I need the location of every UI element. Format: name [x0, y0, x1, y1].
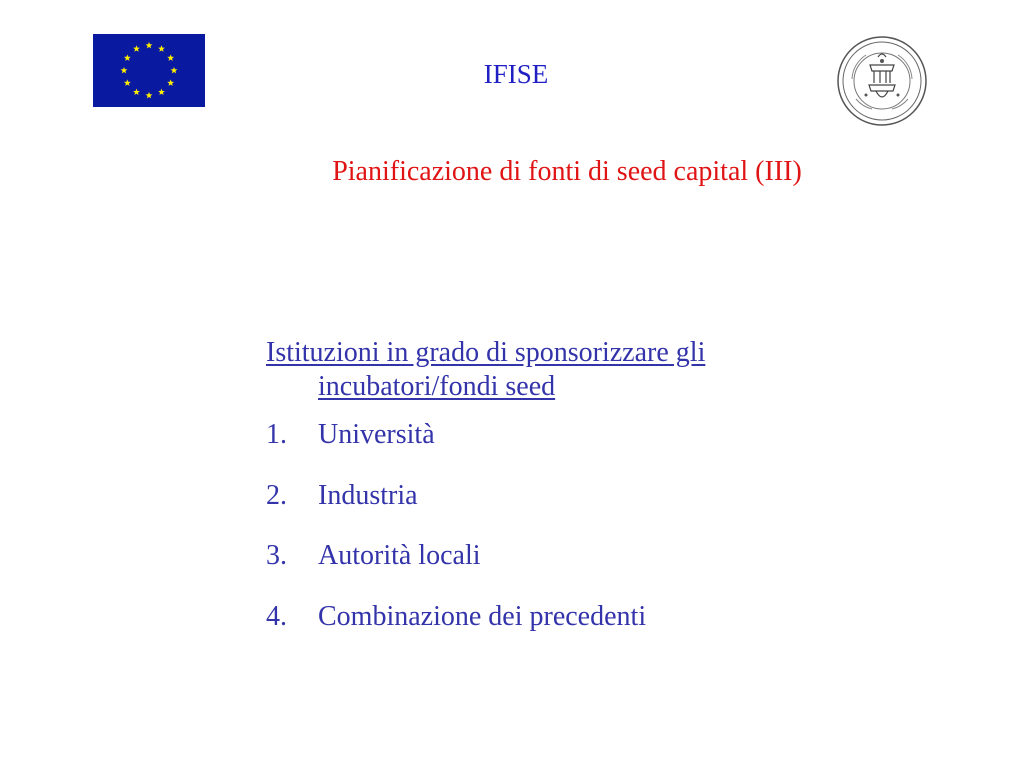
list-item-label: Università — [318, 419, 435, 451]
list-item-number: 1. — [266, 419, 287, 451]
list-item — [266, 539, 826, 573]
list-item — [266, 600, 826, 634]
list-item-label: Autorità locali — [318, 540, 481, 572]
list-item-label: Industria — [318, 479, 418, 511]
list-item — [266, 418, 826, 452]
institution-list — [266, 418, 826, 633]
slide-title: Pianificazione di fonti di seed capital (III) — [332, 156, 802, 187]
list-item — [266, 479, 826, 513]
slide-content — [266, 336, 826, 661]
slide-subheading: Istituzioni in grado di sponsorizzare gli incubatori/fondi seed — [266, 337, 706, 402]
list-item-label: Combinazione dei precedenti — [318, 600, 647, 632]
list-item-number: 3. — [266, 540, 287, 572]
header-title: IFISE — [483, 59, 549, 89]
list-item-number: 4. — [266, 600, 287, 632]
list-item-number: 2. — [266, 479, 287, 511]
university-seal-icon — [836, 35, 928, 127]
